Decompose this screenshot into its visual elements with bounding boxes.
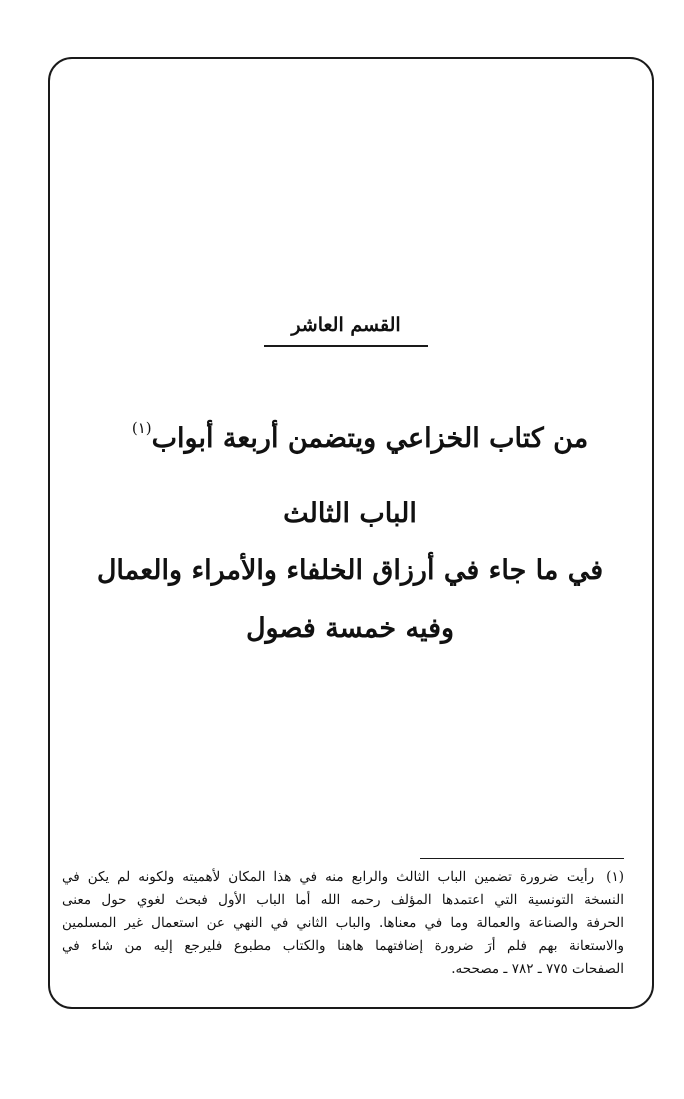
chapter-heading: الباب الثالث: [283, 498, 417, 529]
footnote-separator: [420, 858, 624, 859]
section-title-underline: [264, 345, 428, 347]
footnote: [62, 866, 624, 981]
footnote-line: النسخة التونسية التي اعتمدها المؤلف رحمه الله أما الباب الأول فبحث لغوي حول معنى: [62, 892, 624, 908]
footnote-line: والاستعانة بهم فلم أرَ ضرورة إضافتهما هاهنا والكتاب مطبوع فليرجع إليه من شاء في: [62, 938, 624, 954]
footnote-line: الحرفة والصناعة والعمالة وما في معناها. والباب الثاني في النهي عن استعمال غير المسلمين: [62, 915, 624, 931]
footnote-line: [62, 866, 624, 889]
section-title: القسم العاشر: [291, 314, 401, 336]
chapter-sections-note: وفيه خمسة فصول: [245, 613, 455, 644]
footnote-number: (١): [606, 869, 624, 885]
footnote-line: الصفحات ٧٧٥ ـ ٧٨٢ ـ مصححه.: [451, 961, 624, 977]
book-heading: [120, 421, 600, 460]
footnote-line-text: رأيت ضرورة تضمين الباب الثالث والرابع منه في هذا المكان لأهميته ولكونه لم يكن في: [62, 869, 595, 885]
footnote-reference[interactable]: (١): [131, 419, 152, 437]
book-heading-text: من كتاب الخزاعي ويتضمن أربعة أبواب: [151, 423, 589, 454]
chapter-subject: في ما جاء في أرزاق الخلفاء والأمراء والعمال: [96, 555, 604, 586]
